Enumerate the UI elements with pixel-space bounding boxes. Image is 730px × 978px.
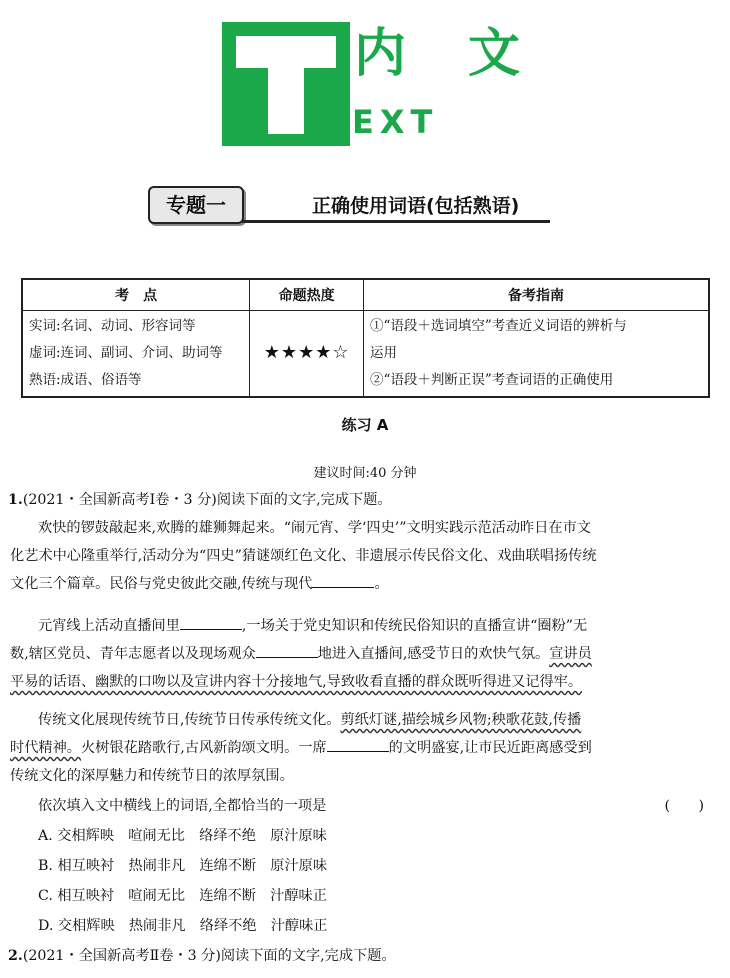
question-2-heading xyxy=(8,942,396,970)
table-header-heat: 命题热度 xyxy=(250,279,364,311)
table-cell-guide xyxy=(363,311,709,398)
exam-points-table xyxy=(21,278,710,398)
passage-line: 化艺术中心隆重举行,活动分为“四史”猜谜颂红色文化、非遗展示传民俗文化、戏曲联唱扬传统 xyxy=(10,548,597,564)
logo-t-shape-bar xyxy=(236,36,336,68)
option-a[interactable]: A. 交相辉映 喧闹无比 络绎不绝 原汁原味 xyxy=(38,828,327,844)
table-cell-points xyxy=(22,311,250,398)
passage-line xyxy=(38,612,587,640)
passage-text: 数,辖区党员、青年志愿者以及现场观众 xyxy=(10,646,256,662)
passage-text: 传统文化展现传统节日,传统节日传承传统文化。 xyxy=(38,712,341,728)
topic-title: 正确使用词语(包括熟语) xyxy=(312,195,520,217)
blank-2 xyxy=(180,615,242,630)
header-title-en: EXT xyxy=(352,103,439,141)
table-header-row xyxy=(22,279,709,311)
logo-t-shape-stem xyxy=(268,66,304,134)
option-d[interactable]: D. 交相辉映 热闹非凡 络绎不绝 汁醇味正 xyxy=(38,918,328,934)
guide-line: ①“语段＋选词填空”考查近义词语的辨析与 xyxy=(369,318,627,334)
question-1-heading xyxy=(8,486,392,514)
table-header-guide: 备考指南 xyxy=(363,279,709,311)
option-b[interactable]: B. 相互映衬 热闹非凡 连绵不断 原汁原味 xyxy=(38,858,328,874)
blank-3 xyxy=(256,643,318,658)
table-row xyxy=(22,311,709,398)
point-item: 熟语:成语、俗语等 xyxy=(29,372,142,388)
passage-text: 元宵线上活动直播间里 xyxy=(38,618,180,634)
option-c[interactable]: C. 相互映衬 喧闹无比 连绵不断 汁醇味正 xyxy=(38,888,327,904)
wavy-underlined-text: 宣讲员 xyxy=(549,646,592,662)
passage-text: 地进入直播间,感受节日的欢快气氛。 xyxy=(317,646,550,662)
topic-tag: 专题一 xyxy=(148,186,244,224)
header-title-char-2: 文 xyxy=(468,24,521,84)
passage-text: 。 xyxy=(374,576,389,592)
passage-text: ,一场关于党史知识和传统民俗知识的直播宣讲“圈粉”无 xyxy=(241,618,588,634)
question-number: 1. xyxy=(8,492,23,508)
blank-1 xyxy=(312,573,374,588)
question-source: (2021・全国新高考Ⅰ卷・3 分)阅读下面的文字,完成下题。 xyxy=(22,492,392,508)
header-title-char-1: 内 xyxy=(354,24,407,84)
answer-paren: ( ) xyxy=(664,798,704,814)
passage-line: 欢快的锣鼓敲起来,欢腾的雄狮舞起来。“闹元宵、学‘四史’”文明实践示范活动昨日在市文 xyxy=(38,520,591,536)
passage-line xyxy=(10,734,592,762)
passage-text: 火树银花踏歌行,古风新韵颂文明。一席 xyxy=(80,740,327,756)
section-title: 练习 A xyxy=(341,416,389,434)
point-item: 虚词:连词、副词、介词、助词等 xyxy=(29,345,223,361)
passage-text: 文化三个篇章。民俗与党史彼此交融,传统与现代 xyxy=(10,576,313,592)
guide-line: 运用 xyxy=(369,345,397,361)
topic-underline xyxy=(242,220,550,223)
passage-line xyxy=(10,640,592,668)
passage-line xyxy=(10,570,389,598)
wavy-underlined-text: 时代精神。 xyxy=(10,740,81,756)
wavy-underlined-text: 剪纸灯谜,描绘城乡风物;秧歌花鼓,传播 xyxy=(340,712,582,728)
table-header-points: 考 点 xyxy=(22,279,250,311)
suggested-time: 建议时间:40 分钟 xyxy=(313,466,417,481)
guide-line: ②“语段＋判断正误”考查词语的正确使用 xyxy=(369,372,614,388)
question-number: 2. xyxy=(8,948,23,964)
point-item: 实词:名词、动词、形容词等 xyxy=(29,318,196,334)
blank-4 xyxy=(327,737,389,752)
star-rating: ★★★★☆ xyxy=(263,342,350,363)
passage-line: 传统文化的深厚魅力和传统节日的浓厚氛围。 xyxy=(10,768,294,784)
passage-line xyxy=(38,706,581,734)
question-source: (2021・全国新高考Ⅱ卷・3 分)阅读下面的文字,完成下题。 xyxy=(22,948,396,964)
table-cell-heat xyxy=(250,311,364,398)
passage-text: 的文明盛宴,让市民近距离感受到 xyxy=(388,740,592,756)
wavy-underlined-text: 平易的话语、幽默的口吻以及宣讲内容十分接地气,导致收看直播的群众既听得进又记得牢。 xyxy=(10,674,583,690)
question-prompt: 依次填入文中横线上的词语,全都恰当的一项是 xyxy=(38,798,327,814)
